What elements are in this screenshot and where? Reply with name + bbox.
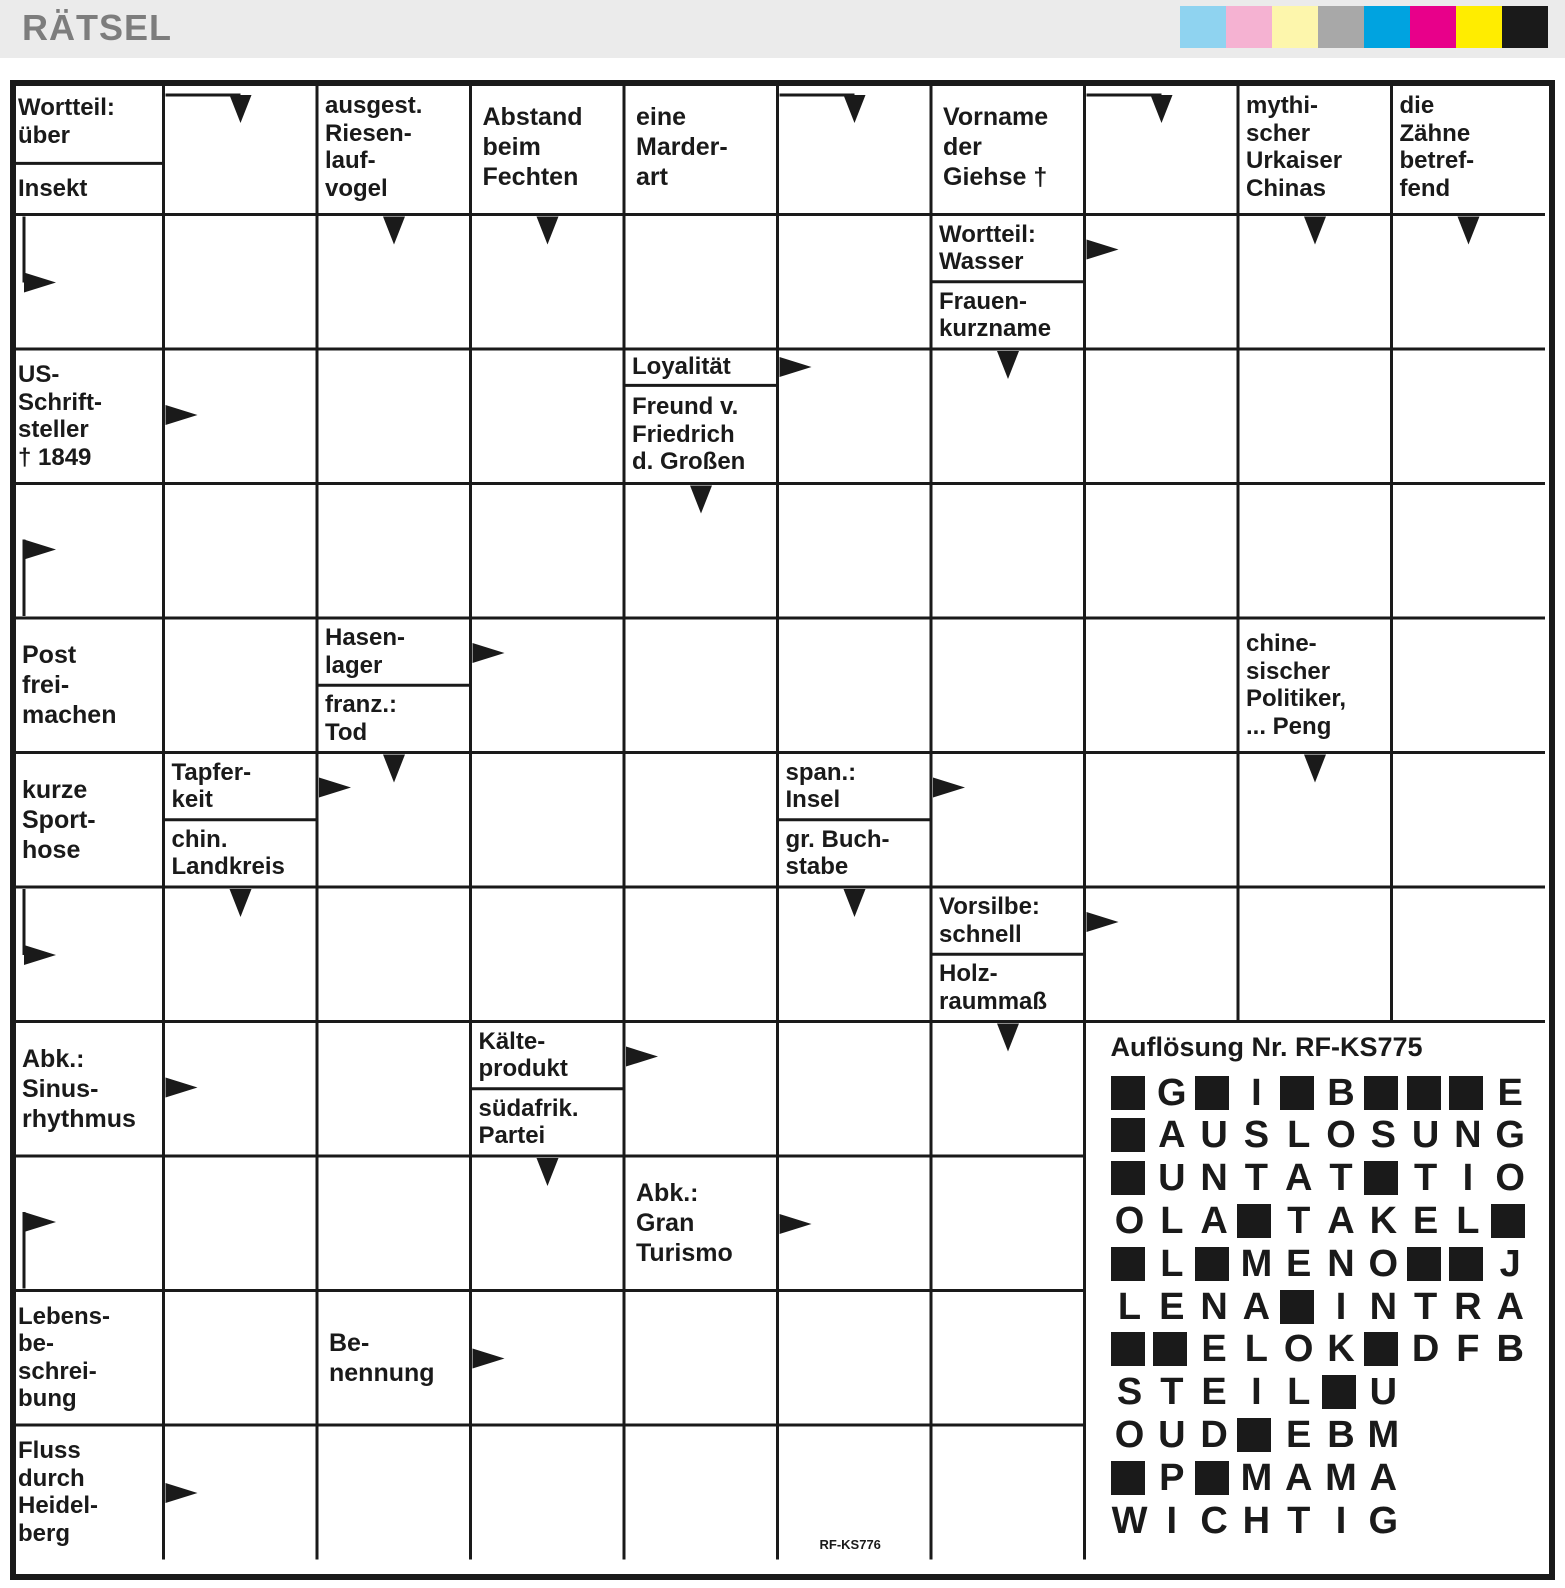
solution-letter: T <box>1160 1371 1184 1414</box>
arrow-right-icon <box>166 1483 198 1503</box>
solution-letter: L <box>1244 1328 1268 1371</box>
hook-arrow-right-icon <box>24 273 56 293</box>
clue-c30: Be- nennung <box>329 1328 435 1387</box>
color-swatch <box>1456 6 1502 48</box>
arrow-down-icon <box>1304 217 1326 245</box>
clue-c16: franz.: Tod <box>325 691 397 746</box>
clue-c7: mythi- scher Urkaiser Chinas <box>1246 92 1343 202</box>
hook-arrow-down-icon <box>1151 95 1173 123</box>
solution-letter: O <box>1283 1328 1314 1371</box>
solution-letter: D <box>1411 1328 1440 1371</box>
solution-letter: K <box>1369 1199 1398 1242</box>
solution-block <box>1407 1076 1441 1110</box>
solution-block <box>1449 1076 1483 1110</box>
solution-letter: F <box>1456 1328 1480 1371</box>
solution-letter: E <box>1286 1413 1312 1456</box>
solution-letter: E <box>1497 1071 1523 1114</box>
solution-letter: A <box>1284 1456 1313 1499</box>
solution-letter: T <box>1287 1499 1311 1542</box>
solution-letter: R <box>1454 1285 1482 1328</box>
solution-letter: W <box>1111 1499 1148 1542</box>
page-title: RÄTSEL <box>22 7 172 48</box>
flag-arrow-right-icon <box>24 1212 56 1232</box>
print-color-bar <box>1180 6 1548 48</box>
solution-block <box>1111 1118 1145 1152</box>
solution-letter: I <box>1251 1371 1262 1414</box>
solution-letter: O <box>1114 1199 1145 1242</box>
solution-block <box>1364 1161 1398 1195</box>
clue-c13: Freund v. Friedrich d. Großen <box>632 393 746 476</box>
solution-block <box>1195 1247 1229 1281</box>
solution-letter: E <box>1201 1371 1227 1414</box>
solution-letter: A <box>1200 1199 1228 1242</box>
arrow-right-icon <box>780 1214 812 1234</box>
solution-block <box>1111 1247 1145 1281</box>
arrow-right-icon <box>319 778 351 798</box>
solution-block <box>1111 1332 1145 1366</box>
arrow-right-icon <box>166 1078 198 1098</box>
arrow-down-icon <box>1304 755 1326 783</box>
solution-block <box>1195 1461 1229 1495</box>
clue-c18: kurze Sport- hose <box>22 775 96 864</box>
clue-c23: Vorsilbe: schnell <box>939 893 1040 948</box>
solution-letter: A <box>1158 1114 1186 1157</box>
solution-letter: L <box>1287 1371 1311 1414</box>
solution-letter: A <box>1284 1157 1313 1200</box>
hook-arrow-right-icon <box>24 945 56 965</box>
solution-letter: I <box>1335 1499 1347 1542</box>
solution-letter: N <box>1454 1114 1482 1157</box>
solution-letter: A <box>1242 1285 1271 1328</box>
solution-letter: M <box>1240 1456 1273 1499</box>
arrow-down-icon <box>383 755 405 783</box>
arrow-right-icon <box>626 1047 658 1067</box>
color-swatch <box>1410 6 1456 48</box>
clue-c8: die Zähne betref- fend <box>1399 92 1475 202</box>
clue-c5: eine Marder- art <box>636 103 728 192</box>
solution-letter: A <box>1369 1456 1398 1499</box>
clue-c29: Lebens- be- schrei- bung <box>18 1302 111 1413</box>
solution-block <box>1111 1076 1145 1110</box>
solution-letter: U <box>1158 1413 1186 1456</box>
solution-block <box>1280 1076 1314 1110</box>
solution-letter: T <box>1287 1199 1311 1242</box>
solution-letter: G <box>1368 1499 1399 1542</box>
color-swatch <box>1502 6 1548 48</box>
solution-letter: U <box>1369 1371 1398 1414</box>
clue-c24: Holz- raummaß <box>939 960 1048 1015</box>
solution-letter: L <box>1287 1114 1311 1157</box>
clue-c14: Post frei- machen <box>22 641 117 730</box>
solution-letter: I <box>1166 1499 1178 1542</box>
solution-letter: M <box>1240 1242 1273 1285</box>
solution-letter: M <box>1367 1413 1400 1456</box>
solution-letter: H <box>1242 1499 1271 1542</box>
solution-letter: B <box>1327 1071 1355 1114</box>
solution-block <box>1111 1161 1145 1195</box>
solution-block <box>1364 1076 1398 1110</box>
arrow-right-icon <box>473 1349 505 1369</box>
flag-arrow-right-icon <box>24 540 56 560</box>
solution-block <box>1111 1461 1145 1495</box>
arrow-right-icon <box>1087 912 1119 932</box>
clue-c9: Wortteil: Wasser <box>939 220 1036 276</box>
clue-c20: chin. Landkreis <box>171 825 285 881</box>
solution-block <box>1364 1332 1398 1366</box>
color-swatch <box>1272 6 1318 48</box>
solution-block <box>1280 1290 1314 1324</box>
clue-c4: Abstand beim Fechten <box>482 103 583 192</box>
solution-letter: T <box>1244 1157 1268 1200</box>
clue-c19: Tapfer- keit <box>171 758 252 814</box>
hook-arrow-down-icon <box>230 95 252 123</box>
solution-letter: N <box>1200 1285 1228 1328</box>
solution-letter: E <box>1159 1285 1185 1328</box>
solution-letter: I <box>1335 1285 1347 1328</box>
solution-letter: B <box>1496 1328 1524 1371</box>
arrow-right-icon <box>473 643 505 663</box>
solution-letter: N <box>1369 1285 1398 1328</box>
solution-letter: A <box>1327 1199 1355 1242</box>
arrow-down-icon <box>1458 217 1480 245</box>
solution-block <box>1407 1247 1441 1281</box>
solution-letter: L <box>1160 1199 1184 1242</box>
solution-letter: O <box>1326 1114 1356 1157</box>
solution-letter: D <box>1200 1413 1228 1456</box>
solution-block <box>1153 1332 1187 1366</box>
arrow-down-icon <box>383 217 405 245</box>
solution-letter: S <box>1243 1114 1270 1157</box>
clue-c11: US- Schrift- steller † 1849 <box>18 361 102 471</box>
clue-c28: Abk.: Gran Turismo <box>636 1179 733 1268</box>
header-bar <box>0 0 1565 58</box>
solution-letter: L <box>1160 1242 1184 1285</box>
solution-title: Auflösung Nr. RF-KS775 <box>1110 1031 1423 1062</box>
clue-c31: Fluss durch Heidel- berg <box>18 1437 99 1547</box>
solution-block <box>1195 1076 1229 1110</box>
solution-letter: P <box>1159 1456 1185 1499</box>
solution-block <box>1237 1418 1271 1452</box>
crossword-grid <box>10 80 1555 1580</box>
arrow-right-icon <box>166 405 198 425</box>
color-swatch <box>1226 6 1272 48</box>
solution-letter: U <box>1200 1114 1228 1157</box>
arrow-right-icon <box>1087 240 1119 260</box>
arrow-down-icon <box>997 1024 1019 1052</box>
arrow-down-icon <box>230 889 252 917</box>
color-swatch <box>1318 6 1364 48</box>
solution-letter: A <box>1496 1285 1524 1328</box>
clue-c10: Frauen- kurzname <box>939 287 1052 343</box>
clue-c21: span.: Insel <box>785 758 857 814</box>
solution-letter: I <box>1251 1071 1262 1114</box>
solution-letter: G <box>1495 1114 1525 1157</box>
solution-letter: T <box>1329 1157 1353 1200</box>
solution-letter: L <box>1117 1285 1142 1328</box>
arrow-down-icon <box>537 1158 559 1186</box>
solution-letter: N <box>1327 1242 1355 1285</box>
clue-c26: Kälte- produkt <box>478 1027 568 1083</box>
solution-letter: N <box>1200 1157 1228 1200</box>
solution-letter: K <box>1327 1328 1355 1371</box>
solution-block <box>1237 1204 1271 1238</box>
solution-letter: J <box>1499 1242 1521 1285</box>
clue-c27: südafrik. Partei <box>478 1094 579 1150</box>
arrow-down-icon <box>997 351 1019 379</box>
solution-letter: O <box>1368 1242 1399 1285</box>
solution-letter: E <box>1412 1199 1439 1242</box>
color-swatch <box>1180 6 1226 48</box>
clue-c12: Loyalität <box>632 353 731 381</box>
solution-letter: L <box>1456 1199 1480 1242</box>
solution-letter: O <box>1495 1157 1525 1200</box>
hook-arrow-down-icon <box>844 95 866 123</box>
solution-block <box>1449 1247 1483 1281</box>
clue-c6: Vorname der Giehse † <box>943 103 1049 192</box>
color-swatch <box>1364 6 1410 48</box>
arrow-down-icon <box>537 217 559 245</box>
solution-letter: E <box>1286 1242 1312 1285</box>
arrow-right-icon <box>933 778 965 798</box>
solution-letter: S <box>1116 1371 1143 1414</box>
clue-c1: Wortteil: über <box>18 94 115 149</box>
solution-block <box>1322 1375 1356 1409</box>
solution-letter: E <box>1201 1328 1227 1371</box>
solution-letter: M <box>1325 1456 1357 1499</box>
clue-c25: Abk.: Sinus- rhythmus <box>22 1044 136 1133</box>
solution-letter: G <box>1157 1071 1187 1114</box>
clue-c15: Hasen- lager <box>325 624 406 679</box>
solution-letter: U <box>1411 1114 1440 1157</box>
solution-letter: B <box>1327 1413 1355 1456</box>
solution-letter: T <box>1413 1285 1438 1328</box>
solution-letter: S <box>1370 1114 1396 1157</box>
puzzle-id: RF-KS776 <box>819 1537 881 1552</box>
solution-letter: T <box>1413 1157 1438 1200</box>
clue-c2: Insekt <box>18 175 88 203</box>
clue-c3: ausgest. Riesen- lauf- vogel <box>325 92 423 202</box>
arrow-right-icon <box>780 357 812 377</box>
arrow-down-icon <box>844 889 866 917</box>
solution-letter: O <box>1114 1413 1145 1456</box>
solution-block <box>1491 1204 1525 1238</box>
arrow-down-icon <box>690 486 712 514</box>
clue-c22: gr. Buch- stabe <box>785 825 890 881</box>
solution-letter: I <box>1462 1157 1474 1200</box>
clue-c17: chine- sischer Politiker, ... Peng <box>1246 630 1347 740</box>
solution-letter: U <box>1158 1157 1186 1200</box>
solution-letter: C <box>1200 1499 1228 1542</box>
